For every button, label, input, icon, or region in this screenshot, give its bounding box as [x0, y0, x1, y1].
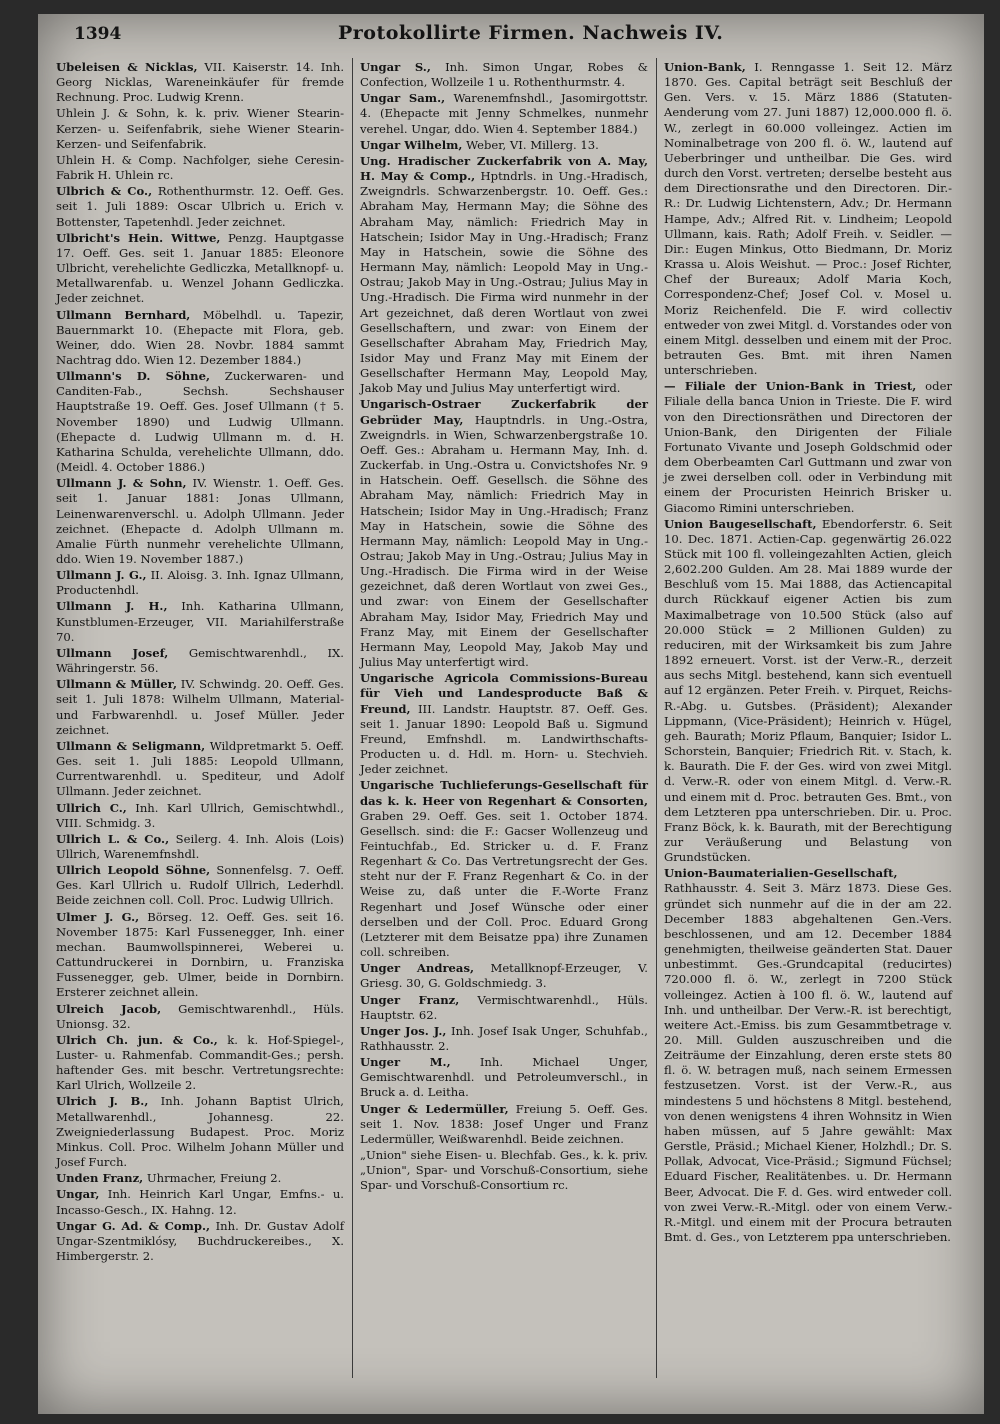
- firm-name: Union-Bank,: [664, 60, 746, 74]
- directory-entry: [56, 476, 344, 567]
- column-rule-1: [352, 58, 353, 1378]
- entry-text: Penzg. Hauptgasse 17. Oeff. Ges. seit 1. Januar 1885: Eleonore Ulbricht, verehelichte Gedliczka, Metallknopf- u. Metallwarenfab. u. Wenzel Johann Gedliczka. Jeder zeichnet.: [56, 230, 345, 306]
- entry-text: Gemischtwarenhdl., IX. Währingerstr. 56.: [56, 645, 344, 676]
- column-right: [664, 60, 952, 1246]
- firm-name: Unger M.,: [360, 1055, 451, 1070]
- entry-text: Inh. Johann Baptist Ulrich, Metallwarenhdl., Johannesg. 22. Zweigniederlassung Budapest. Proc. Moriz Minkus. Coll. Proc. Wilhelm Johann Müller und Josef Furch.: [56, 1094, 344, 1170]
- firm-name: Ullrich C.,: [56, 800, 127, 815]
- entry-text: Graben 29. Oeff. Ges. seit 1. October 1874. Gesellsch. sind: die F.: Gacser Wollenzeug und Feintuchfab., Ed. Stricker u. d. F. Franz Regenhart & Co. Das Vertretungsrecht der Ges. steht nur der F. Franz Regenhart & Co. in der Weise zu, daß unter die F.-Worte Franz Regenhart und Josef Wünsche oder einer derselben und der Coll. Proc. Eduard Grong (Letzterer mit dem Beisatze ppa) ihre Zunamen coll. schreiben.: [360, 808, 648, 960]
- firm-name: Ungar G. Ad. & Comp.,: [56, 1218, 211, 1233]
- entry-text: Inh. Michael Unger, Gemischtwarenhdl. und Petroleumverschl., in Bruck a. d. Leitha.: [360, 1055, 649, 1100]
- directory-entry: [360, 154, 648, 397]
- entry-text: I. Renngasse 1. Seit 12. März 1870. Ges. Capital beträgt seit Beschluß der Gen. Vers. v. 15. März 1886 (Statuten-Aenderung vom 27. Juni 1887) 12,000.000 fl. ö. W., zerlegt in 60.000 volleingez. Actien im Nominalbetrage von 200 fl. ö. W., lautend auf Ueberbringer und untheilbar. Die Ges. wird durch den Vorst. vertreten; derselbe besteht aus dem Directionsrathe und den Directoren. Dir.-R.: Dr. Ludwig Lichtenstern, Adv.; Dr. Hermann Hampe, Adv.; Alfred Rit. v. Lindheim; Leopold Ullmann, kais. Rath; Adolf Freih. v. Seidler. — Dir.: Eugen Minkus, Otto Biedmann, Dr. Moriz Krassa u. Alois Weishut. — Proc.: Josef Richter, Chef der Bureaux; Adolf Maria Koch, Correspondenz-Chef; Josef Col. v. Mosel u. Moriz Reichenfeld. Die F. wird collectiv entweder von zwei Mitgl. d. Vorstandes oder von einem Mitgl. desselben und einem mit der Proc. betrauten Ges. Bmt. mit ihren Namen unterschrieben.: [664, 60, 953, 378]
- directory-entry: [664, 517, 952, 866]
- firm-name: Ulbrich & Co.,: [56, 184, 153, 199]
- entry-text: Inh. Simon Ungar, Robes & Confection, Wollzeile 1 u. Rothenthurmstr. 4.: [360, 60, 648, 90]
- directory-entry: [360, 993, 648, 1023]
- directory-entry: [360, 1148, 648, 1193]
- entry-text: Inh. Dr. Gustav Adolf Ungar-Szentmiklósy, Buchdruckereibes., X. Himbergerstr. 2.: [56, 1218, 344, 1264]
- directory-entry: [56, 832, 344, 862]
- firm-name: Ullrich Leopold Söhne,: [56, 863, 211, 878]
- entry-text: Metallknopf-Erzeuger, V. Griesg. 30, G. Goldschmiedg. 3.: [360, 961, 648, 991]
- firm-name: Ulbricht's Hein. Wittwe,: [56, 230, 221, 245]
- entry-text: Ebendorferstr. 6. Seit 10. Dec. 1871. Actien-Cap. gegenwärtig 26.022 Stück mit 100 fl. volleingezahlten Actien, gleich 2,602.200 Gulden. Am 28. Mai 1889 wurde der Beschluß vom 15. Mai 1888, das Actiencapital durch Rückkauf eigener Actien bis zum Maximalbetrage von 10.500 Stück (also auf 20.000 Stück = 2 Millionen Gulden) zu reduciren, mit der Wirksamkeit bis zum Jahre 1892 erneuert. Vorst. ist der Verw.-R., derzeit aus sechs Mitgl. bestehend, kann sich eventuell auf 12 ergänzen. Peter Freih. v. Pirquet, Reichs-R.-Abg. u. Gutsbes. (Präsident); Alexander Lippmann, (Vice-Präsident); Heinrich v. Hügel, geh. Baurath; Moriz Pflaum, Banquier; Isidor L. Schorstein, Banquier; Friedrich Rit. v. Stach, k. k. Baurath. Die F. der Ges. wird von zwei Mitgl. d. Verw.-R. oder von einem Mitgl. d. Verw.-R. und einem mit d. Proc. betrauten Ges. Bmt., von dem Letzteren ppa unterschrieben. Dir. u. Proc. Franz Böck, k. k. Baurath, mit der Berechtigung zur Veräußerung und Belastung von Grundstücken.: [664, 516, 952, 865]
- entry-text: Möbelhdl. u. Tapezir, Bauernmarkt 10. (Ehepacte mit Flora, geb. Weiner, ddo. Wien 28. Novbr. 1884 sammt Nachtrag ddo. Wien 12. Dezember 1884.): [56, 307, 344, 367]
- directory-page: [38, 14, 984, 1414]
- entry-text: Inh. Katharina Ullmann, Kunstblumen-Erzeuger, VII. Mariahilferstraße 70.: [56, 599, 344, 644]
- firm-name: Unger Jos. J.,: [360, 1023, 447, 1038]
- directory-entry: [56, 231, 344, 307]
- entry-text: Zuckerwaren- und Canditen-Fab., Sechsh. Sechshauser Hauptstraße 19. Oeff. Ges. Josef Ullmann († 5. November 1890) und Ludwig Ullmann. (Ehepacte d. Ludwig Ullmann m. d. H. Katharina Schulda, verehelichte Ullmann, ddo. (Meidl. 4. October 1886.): [56, 369, 344, 475]
- entry-text: IV. Wienstr. 1. Oeff. Ges. seit 1. Januar 1881: Jonas Ullmann, Leinenwarenverschl. u. Adolph Ullmann. Jeder zeichnet. (Ehepacte d. Adolph Ullmann m. Amalie Fürth nunmehr verehelichte Ullmann, ddo. Wien 19. November 1887.): [56, 476, 344, 566]
- running-title: Protokollirte Firmen. Nachweis IV.: [338, 22, 724, 44]
- entry-text: Vermischtwarenhdl., Hüls. Hauptstr. 62.: [360, 992, 648, 1022]
- directory-entry: [56, 568, 344, 598]
- directory-entry: [56, 910, 344, 1001]
- page-header: [38, 14, 984, 52]
- column-rule-2: [656, 58, 657, 1378]
- directory-entry: [56, 1187, 344, 1217]
- entry-text: Uhrmacher, Freiung 2.: [143, 1171, 282, 1186]
- entry-text: Gemischtwarenhdl., Hüls. Unionsg. 32.: [56, 1001, 344, 1031]
- firm-name: Unger Franz,: [360, 992, 460, 1007]
- directory-entry: [360, 961, 648, 991]
- directory-entry: [360, 671, 648, 777]
- directory-entry: [56, 599, 344, 644]
- directory-entry: [360, 91, 648, 136]
- entry-text: Warenemfnshdl., Jasomirgottstr. 4. (Ehepacte mit Jenny Schmelkes, nunmehr verehel. Ungar, ddo. Wien 4. September 1884.): [360, 91, 649, 136]
- directory-entry: [56, 369, 344, 475]
- entry-text: k. k. Hof-Spiegel-, Luster- u. Rahmenfab. Commandit-Ges.; persh. haftender Ges. mit beschr. Vertretungsrechte: Karl Ulrich, Wollzeile 2.: [56, 1032, 344, 1093]
- directory-entry: [56, 677, 344, 738]
- firm-name: Ungar Sam.,: [360, 91, 446, 106]
- entry-text: Wildpretmarkt 5. Oeff. Ges. seit 1. Juli 1885: Leopold Ullmann, Currentwarenhdl. u. Spediteur, und Adolf Ullmann. Jeder zeichnet.: [56, 738, 344, 799]
- firm-name: Ullmann J. & Sohn,: [56, 476, 187, 491]
- entry-text: Uhlein H. & Comp. Nachfolger, siehe Ceresin-Fabrik H. Uhlein rc.: [56, 152, 344, 183]
- directory-entry: [360, 1024, 648, 1054]
- column-left: [56, 60, 344, 1265]
- directory-entry: [360, 1102, 648, 1147]
- firm-name: Ulrich Ch. jun. & Co.,: [56, 1032, 218, 1047]
- firm-name: Ulrich J. B.,: [56, 1094, 149, 1109]
- directory-entry: [664, 866, 952, 1245]
- entry-text: Rothenthurmstr. 12. Oeff. Ges. seit 1. Juli 1889: Oscar Ulbrich u. Erich v. Bottenster, Tapetenhdl. Jeder zeichnet.: [56, 184, 344, 229]
- directory-entry: [360, 778, 648, 960]
- directory-entry: [56, 60, 344, 105]
- directory-entry: [56, 646, 344, 676]
- directory-entry: [56, 863, 344, 908]
- firm-name: Ulmer J. G.,: [56, 909, 140, 924]
- firm-name: Ullmann's D. Söhne,: [56, 369, 210, 384]
- directory-entry: [56, 1171, 344, 1186]
- directory-entry: [56, 106, 344, 151]
- firm-name: — Filiale der Union-Bank in Triest,: [664, 379, 917, 394]
- entry-text: VII. Kaiserstr. 14. Inh. Georg Nicklas, Wareneinkäufer für fremde Rechnung. Proc. Ludwig Krenn.: [56, 60, 344, 105]
- page-number: 1394: [74, 24, 122, 44]
- entry-text: Hptndrls. in Ung.-Hradisch, Zweigndrls. Schwarzenbergstr. 10. Oeff. Ges.: Abraham May, Hermann May; die Söhne des Abraham May, nämlich: Friedrich May in Hatschein; Isidor May in Ung.-Hradisch; Franz May in Hatschein, sowie die Söhne des Hermann May, nämlich: Leopold May in Ung.-Ostrau; Jakob May in Ung.-Ostrau; Julius May in Ung.-Hradisch. Die Firma wird nunmehr in der Art gezeichnet, daß deren Wortlaut von zwei Gesellschaftern, und zwar: von Einem der Gesellschafter Abraham May, Friedrich May, Isidor May und Franz May mit Einem der Gesellschafter Hermann May, Leopold May, Jakob May und Julius May unterfertigt wird.: [360, 169, 648, 396]
- directory-entry: [360, 60, 648, 90]
- firm-name: Ullmann J. G.,: [56, 568, 147, 583]
- directory-entry: [360, 1055, 648, 1100]
- entry-text: Börseg. 12. Oeff. Ges. seit 16. November 1875: Karl Fussenegger, Inh. einer mechan. Baumwollspinnerei, Weberei u. Cattundruckerei in Dornbirn, u. Franziska Fussenegger, geb. Ulmer, beide in Dornbirn. Ersterer zeichnet allein.: [56, 909, 344, 1000]
- entry-text: Hauptndrls. in Ung.-Ostra, Zweigndrls. in Wien, Schwarzenbergstraße 10. Oeff. Ges.: Abraham u. Hermann May, Inh. d. Zuckerfab. in Ung.-Ostra u. Convictshofes Nr. 9 in Hatschein. Oeff. Gesellsch. die Söhne des Abraham May, nämlich: Friedrich May in Hatschein; Isidor May in Ung.-Hradisch; Franz May in Hatschein, sowie die Söhne des Hermann May, nämlich: Leopold May in Ung.-Ostrau; Jakob May in Ung.-Ostrau; Julius May in Ung.-Hradisch. Die Firma wird in der Weise gezeichnet, daß deren Wortlaut von zwei Ges., und zwar: von Einem der Gesellschafter Abraham May, Isidor May, Friedrich May und Franz May, mit Einem der Gesellschafter Hermann May, Leopold May, Jakob May und Julius May unterfertigt wird.: [360, 412, 649, 670]
- entry-text: II. Aloisg. 3. Inh. Ignaz Ullmann, Productenhdl.: [56, 568, 344, 598]
- directory-entry: [56, 1033, 344, 1094]
- firm-name: Ullmann Bernhard,: [56, 307, 191, 322]
- directory-entry: [56, 308, 344, 369]
- firm-name: Ullmann & Seligmann,: [56, 738, 206, 753]
- firm-name: Unger & Ledermüller,: [360, 1101, 509, 1116]
- directory-entry: [56, 1002, 344, 1032]
- entry-text: Rathhausstr. 4. Seit 3. März 1873. Diese Ges. gründet sich nunmehr auf die in der am 22. December 1883 abgehaltenen Gen.-Vers. beschlossenen, und am 12. December 1884 genehmigten, theilweise geänderten Stat. Dauer unbestimmt. Ges.-Grundcapital (reducirtes) 720.000 fl. ö. W., zerlegt in 7200 Stück volleingez. Actien à 100 fl. ö. W., lautend auf Inh. und untheilbar. Der Verw.-R. ist berechtigt, weitere Act.-Emiss. bis zum Gesammtbetrage v. 20. Mill. Gulden auszuschreiben und die Zeiträume der Einzahlung, deren erste stets 80 fl. ö. W. betragen muß, nach seinem Ermessen festzusetzen. Vorst. ist der Verw.-R., aus mindestens 5 und höchstens 8 Mitgl. bestehend, von denen wenigstens 4 ihren Wohnsitz in Wien haben müssen, auf 5 Jahre gewählt: Max Gerstle, Präsid.; Michael Kiener, Holzhdl.; Dr. S. Pollak, Advocat, Vice-Präsid.; Sigmund Füchsel; Eduard Fischer, Realitätenbes. u. Dr. Hermann Beer, Advocat. Die F. d. Ges. wird entweder coll. von zwei Verw.-R.-Mitgl. oder von einem Verw.-R.-Mitgl. und einem mit der Procura betrauten Bmt. d. Ges., von Letzterem ppa unterschrieben.: [664, 881, 952, 1245]
- firm-name: Ullrich L. & Co.,: [56, 831, 170, 846]
- directory-entry: [56, 184, 344, 229]
- entry-text: Inh. Josef Isak Unger, Schuhfab., Rathhausstr. 2.: [360, 1023, 648, 1053]
- firm-name: Ungar S.,: [360, 60, 431, 74]
- entry-text: Inh. Heinrich Karl Ungar, Emfns.- u. Incasso-Gesch., IX. Hahng. 12.: [56, 1187, 344, 1217]
- firm-name: Union-Baumaterialien-Gesellschaft,: [664, 866, 898, 881]
- firm-name: Ullmann Josef,: [56, 645, 169, 660]
- directory-entry: [360, 397, 648, 670]
- firm-name: Ullmann J. H.,: [56, 599, 168, 614]
- directory-entry: [56, 801, 344, 831]
- entry-text: IV. Schwindg. 20. Oeff. Ges. seit 1. Juli 1878: Wilhelm Ullmann, Material- und Farbwarenhdl. u. Josef Müller. Jeder zeichnet.: [56, 677, 344, 737]
- column-middle: [360, 60, 648, 1195]
- firm-name: Ulreich Jacob,: [56, 1001, 162, 1016]
- entry-text: oder Filiale della banca Union in Trieste. Die F. wird von den Directionsräthen und Directoren der Union-Bank, den Dirigenten der Filiale Fortunato Vivante und Joseph Goldschmid oder dem Oberbeamten Carl Guttmann und zwar von je zwei derselben coll. oder in Verbindung mit einem der Procuristen Heinrich Brisker u. Giacomo Rimini unterschrieben.: [664, 379, 952, 515]
- directory-entry: [56, 1219, 344, 1264]
- firm-name: Unden Franz,: [56, 1171, 144, 1186]
- firm-name: Ullmann & Müller,: [56, 677, 177, 692]
- directory-entry: [56, 739, 344, 800]
- firm-name: Ungar,: [56, 1187, 100, 1202]
- directory-entry: [56, 153, 344, 183]
- entry-text: Inh. Karl Ullrich, Gemischtwhdl., VIII. Schmidg. 3.: [56, 800, 344, 830]
- directory-entry: [56, 1094, 344, 1170]
- directory-entry: [360, 138, 648, 153]
- entry-text: Seilerg. 4. Inh. Alois (Lois) Ullrich, Warenemfnshdl.: [56, 831, 344, 861]
- directory-entry: [664, 60, 952, 378]
- directory-entry: [664, 379, 952, 515]
- entry-text: Sonnenfelsg. 7. Oeff. Ges. Karl Ullrich u. Rudolf Ullrich, Lederhdl. Beide zeichnen coll. Coll. Proc. Ludwig Ullrich.: [56, 863, 345, 908]
- entry-text: III. Landstr. Hauptstr. 87. Oeff. Ges. seit 1. Januar 1890: Leopold Baß u. Sigmund Freund, Emfnshdl. m. Landwirthschafts-Producten u. d. Hdl. m. Horn- u. Stechvieh. Jeder zeichnet.: [360, 701, 648, 777]
- entry-text: „Union" siehe Eisen- u. Blechfab. Ges., k. k. priv. „Union", Spar- und Vorschuß-Consortium, siehe Spar- und Vorschuß-Consortium rc.: [360, 1148, 648, 1193]
- entry-text: Uhlein J. & Sohn, k. k. priv. Wiener Stearin-Kerzen- u. Seifenfabrik, siehe Wiener Stearin-Kerzen- und Seifenfabrik.: [56, 106, 344, 151]
- entry-text: Freiung 5. Oeff. Ges. seit 1. Nov. 1838: Josef Unger und Franz Ledermüller, Weißwarenhdl. Beide zeichnen.: [360, 1101, 648, 1146]
- firm-name: Ungarische Agricola Commissions-Bureau für Vieh und Landesproducte Baß & Freund,: [360, 671, 648, 716]
- firm-name: Ungarisch-Ostraer Zuckerfabrik der Gebrüder May,: [360, 397, 648, 427]
- firm-name: Ungar Wilhelm,: [360, 137, 463, 152]
- firm-name: Ung. Hradischer Zuckerfabrik von A. May, H. May & Comp.,: [360, 153, 648, 184]
- firm-name: Unger Andreas,: [360, 961, 475, 976]
- firm-name: Union Baugesellschaft,: [664, 516, 817, 531]
- firm-name: Ubeleisen & Nicklas,: [56, 60, 198, 74]
- firm-name: Ungarische Tuchlieferungs-Gesellschaft für das k. k. Heer von Regenhart & Consorten,: [360, 778, 648, 808]
- entry-text: Weber, VI. Millerg. 13.: [462, 137, 599, 152]
